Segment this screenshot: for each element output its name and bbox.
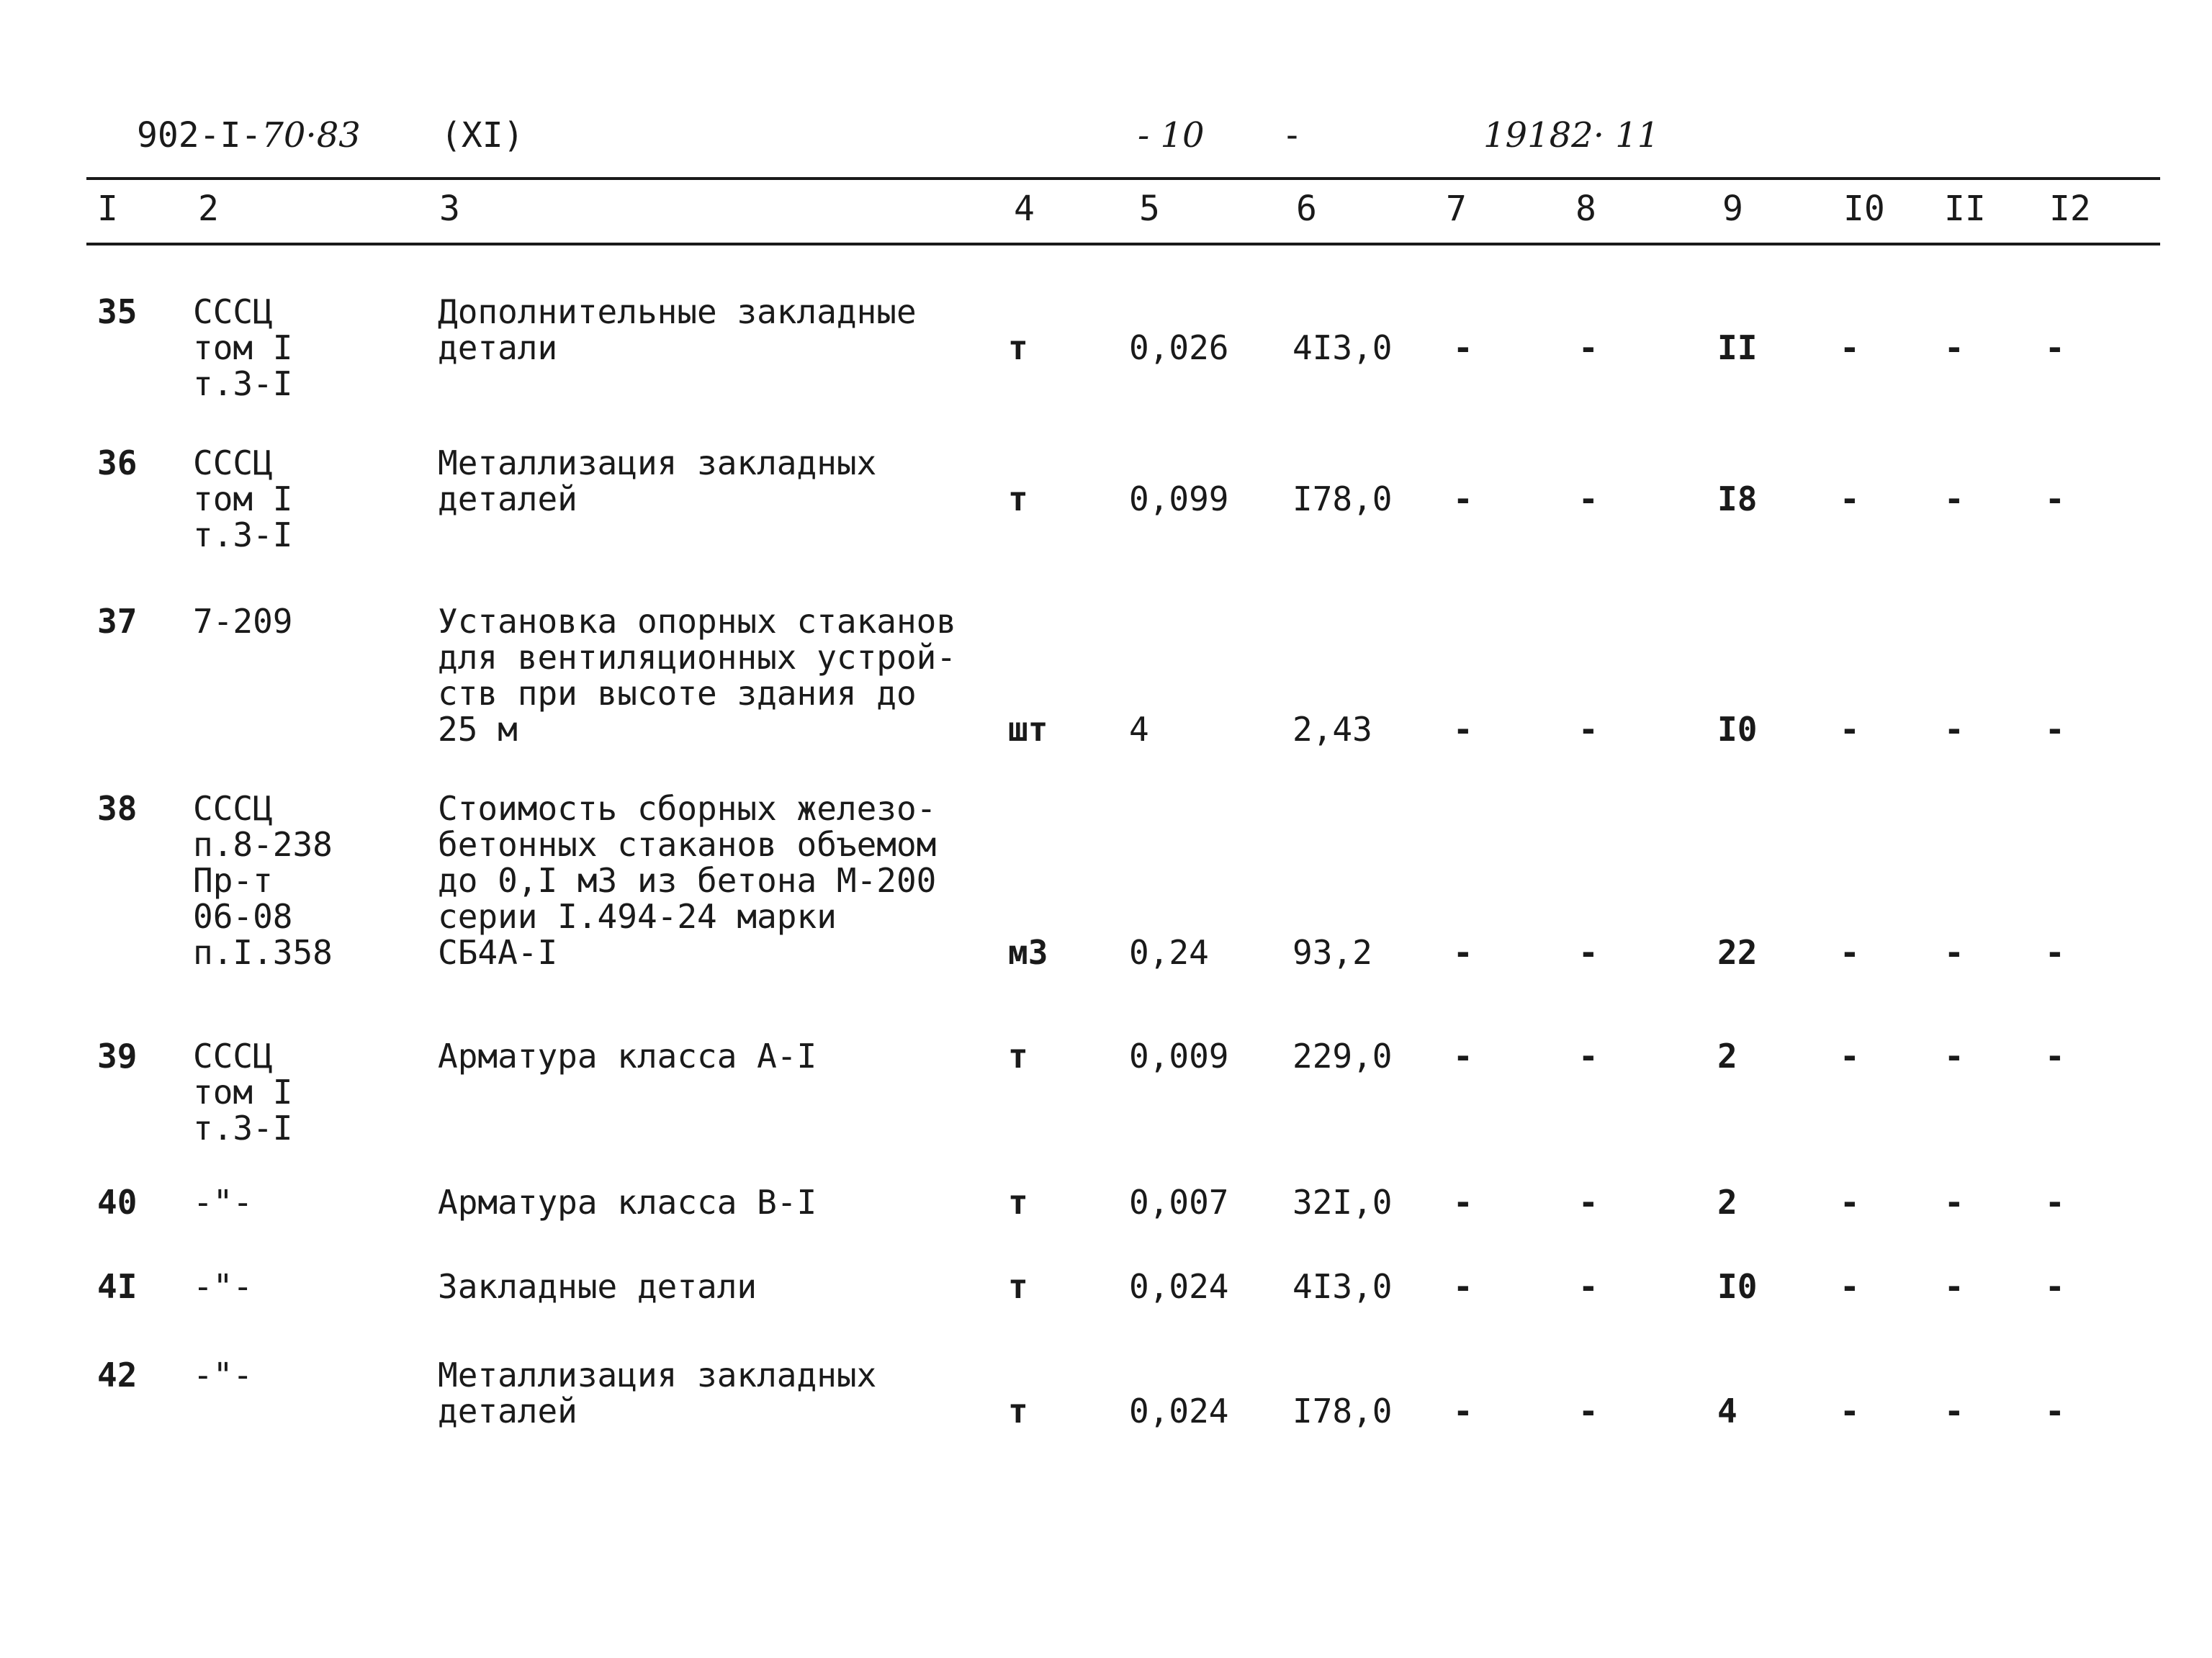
- work-description-line: для вентиляционных устрой-: [438, 638, 957, 677]
- column-7-value: -: [1453, 1183, 1473, 1222]
- column-8-value: -: [1578, 1267, 1599, 1306]
- row-number: 37: [97, 602, 138, 641]
- column-9-value: 22: [1717, 933, 1758, 972]
- unit-price: 93,2: [1292, 933, 1372, 972]
- column-12-value: -: [2045, 933, 2065, 972]
- column-10-value: -: [1840, 1267, 1860, 1306]
- header-bottom-rule: [86, 243, 2160, 245]
- rate-code-line: т.3-I: [193, 515, 293, 554]
- work-description-line: Арматура класса В-I: [438, 1183, 817, 1222]
- work-description-line: Металлизация закладных: [438, 1356, 877, 1395]
- row-number: 42: [97, 1356, 138, 1395]
- unit-of-measure: т: [1008, 1392, 1028, 1431]
- column-number-7: 7: [1446, 189, 1467, 229]
- column-number-3: 3: [439, 189, 460, 229]
- column-number-11: II: [1944, 189, 1986, 229]
- unit-of-measure: т: [1008, 328, 1028, 367]
- row-number: 4I: [97, 1267, 138, 1306]
- column-8-value: -: [1578, 479, 1599, 518]
- column-10-value: -: [1840, 933, 1860, 972]
- work-description-line: ств при высоте здания до: [438, 674, 917, 713]
- rate-code-line: СССЦ: [193, 789, 273, 828]
- column-8-value: -: [1578, 1392, 1599, 1431]
- rate-code-line: том I: [193, 479, 293, 518]
- reference-number: 19182· 11: [1483, 115, 1660, 156]
- unit-of-measure: шт: [1008, 710, 1048, 749]
- work-description-line: до 0,I м3 из бетона М-200: [438, 861, 937, 900]
- page-number: - 10: [1138, 115, 1205, 156]
- column-7-value: -: [1453, 1392, 1473, 1431]
- column-12-value: -: [2045, 1183, 2065, 1222]
- rate-code-line: СССЦ: [193, 292, 273, 331]
- work-description-line: Установка опорных стаканов: [438, 602, 957, 641]
- column-12-value: -: [2045, 479, 2065, 518]
- column-number-6: 6: [1296, 189, 1317, 229]
- work-description-line: Металлизация закладных: [438, 443, 877, 482]
- column-11-value: -: [1944, 1267, 1964, 1306]
- quantity: 4: [1129, 710, 1149, 749]
- column-11-value: -: [1944, 1183, 1964, 1222]
- rate-code-line: Пр-т: [193, 861, 273, 900]
- column-9-value: 4: [1717, 1392, 1737, 1431]
- unit-of-measure: т: [1008, 1267, 1028, 1306]
- work-description-line: детали: [438, 328, 558, 367]
- column-11-value: -: [1944, 1037, 1964, 1076]
- unit-price: 4I3,0: [1292, 1267, 1393, 1306]
- work-description-line: серии I.494-24 марки: [438, 897, 837, 936]
- unit-of-measure: м3: [1008, 933, 1048, 972]
- unit-price: I78,0: [1292, 479, 1393, 518]
- work-description-line: СБ4А-I: [438, 933, 558, 972]
- column-number-2: 2: [198, 189, 219, 229]
- rate-code-line: том I: [193, 328, 293, 367]
- unit-price: 229,0: [1292, 1037, 1393, 1076]
- unit-price: 2,43: [1292, 710, 1372, 749]
- quantity: 0,024: [1129, 1267, 1229, 1306]
- row-number: 38: [97, 789, 138, 828]
- row-number: 39: [97, 1037, 138, 1076]
- work-description-line: Дополнительные закладные: [438, 292, 917, 331]
- column-10-value: -: [1840, 1392, 1860, 1431]
- column-11-value: -: [1944, 1392, 1964, 1431]
- row-number: 40: [97, 1183, 138, 1222]
- column-8-value: -: [1578, 710, 1599, 749]
- column-7-value: -: [1453, 1037, 1473, 1076]
- column-12-value: -: [2045, 328, 2065, 367]
- work-description-line: Стоимость сборных железо-: [438, 789, 937, 828]
- work-description-line: деталей: [438, 1392, 577, 1431]
- column-7-value: -: [1453, 933, 1473, 972]
- work-description-line: Арматура класса А-I: [438, 1037, 817, 1076]
- column-11-value: -: [1944, 933, 1964, 972]
- work-description-line: деталей: [438, 479, 577, 518]
- column-9-value: I0: [1717, 1267, 1758, 1306]
- column-8-value: -: [1578, 1037, 1599, 1076]
- header-top-rule: [86, 177, 2160, 180]
- unit-of-measure: т: [1008, 1183, 1028, 1222]
- work-description-line: бетонных стаканов объемом: [438, 825, 937, 864]
- rate-code-line: -"-: [193, 1356, 253, 1395]
- work-description-line: Закладные детали: [438, 1267, 757, 1306]
- column-11-value: -: [1944, 328, 1964, 367]
- rate-code-line: СССЦ: [193, 443, 273, 482]
- column-12-value: -: [2045, 1267, 2065, 1306]
- column-10-value: -: [1840, 479, 1860, 518]
- work-description-line: 25 м: [438, 710, 518, 749]
- rate-code-line: п.I.358: [193, 933, 333, 972]
- column-9-value: I0: [1717, 710, 1758, 749]
- column-8-value: -: [1578, 328, 1599, 367]
- doc-code: [137, 115, 361, 156]
- column-11-value: -: [1944, 710, 1964, 749]
- unit-price: I78,0: [1292, 1392, 1393, 1431]
- column-10-value: -: [1840, 710, 1860, 749]
- column-9-value: I8: [1717, 479, 1758, 518]
- rate-code-line: -"-: [193, 1267, 253, 1306]
- column-12-value: -: [2045, 1392, 2065, 1431]
- rate-code-line: 7-209: [193, 602, 293, 641]
- rate-code-line: том I: [193, 1073, 293, 1112]
- quantity: 0,099: [1129, 479, 1229, 518]
- page-number-trail: -: [1282, 115, 1303, 156]
- unit-price: 4I3,0: [1292, 328, 1393, 367]
- rate-code-line: СССЦ: [193, 1037, 273, 1076]
- column-8-value: -: [1578, 933, 1599, 972]
- quantity: 0,026: [1129, 328, 1229, 367]
- quantity: 0,024: [1129, 1392, 1229, 1431]
- column-10-value: -: [1840, 328, 1860, 367]
- column-7-value: -: [1453, 328, 1473, 367]
- column-12-value: -: [2045, 1037, 2065, 1076]
- row-number: 36: [97, 443, 138, 482]
- doc-code-hand: 70·83: [261, 115, 361, 156]
- unit-of-measure: т: [1008, 1037, 1028, 1076]
- column-7-value: -: [1453, 710, 1473, 749]
- rate-code-line: п.8-238: [193, 825, 333, 864]
- column-number-9: 9: [1722, 189, 1743, 229]
- quantity: 0,009: [1129, 1037, 1229, 1076]
- column-9-value: II: [1717, 328, 1758, 367]
- column-8-value: -: [1578, 1183, 1599, 1222]
- column-7-value: -: [1453, 479, 1473, 518]
- column-10-value: -: [1840, 1037, 1860, 1076]
- section-label: (XI): [441, 115, 524, 156]
- quantity: 0,24: [1129, 933, 1209, 972]
- column-9-value: 2: [1717, 1183, 1737, 1222]
- column-9-value: 2: [1717, 1037, 1737, 1076]
- rate-code-line: -"-: [193, 1183, 253, 1222]
- column-number-12: I2: [2049, 189, 2091, 229]
- rate-code-line: т.3-I: [193, 1109, 293, 1148]
- column-number-5: 5: [1139, 189, 1160, 229]
- row-number: 35: [97, 292, 138, 331]
- column-10-value: -: [1840, 1183, 1860, 1222]
- rate-code-line: 06-08: [193, 897, 293, 936]
- column-11-value: -: [1944, 479, 1964, 518]
- doc-code-print: 902-I-: [137, 115, 262, 156]
- column-number-10: I0: [1843, 189, 1885, 229]
- column-12-value: -: [2045, 710, 2065, 749]
- unit-price: 32I,0: [1292, 1183, 1393, 1222]
- column-number-1: I: [97, 189, 118, 229]
- quantity: 0,007: [1129, 1183, 1229, 1222]
- rate-code-line: т.3-I: [193, 364, 293, 403]
- column-number-8: 8: [1575, 189, 1596, 229]
- column-number-4: 4: [1014, 189, 1035, 229]
- unit-of-measure: т: [1008, 479, 1028, 518]
- column-7-value: -: [1453, 1267, 1473, 1306]
